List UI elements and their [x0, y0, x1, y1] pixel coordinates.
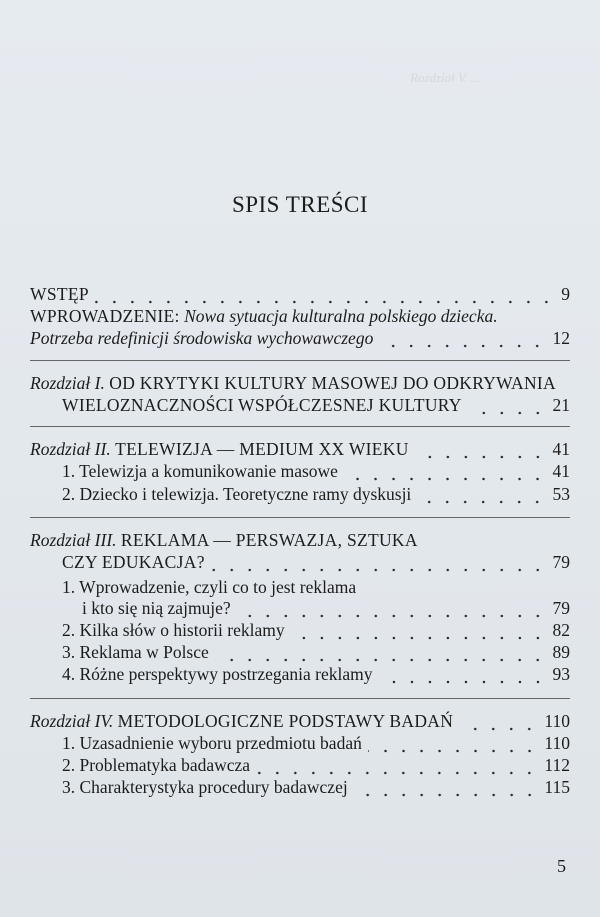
entry-page-number: 112	[544, 755, 570, 775]
toc-entry-3-4	[62, 663, 570, 685]
entry-page-number: 110	[544, 733, 570, 753]
entry-title: WSTĘP	[30, 284, 89, 304]
dot-leader	[379, 663, 547, 685]
entry-title	[30, 529, 424, 551]
entry-title: 2. Problematyka badawcza	[62, 755, 251, 775]
dot-leader	[379, 327, 546, 349]
toc-entry-3-3	[62, 641, 570, 663]
entry-title-continuation: Potrzeba redefinicji środowiska wychowawczego	[30, 328, 374, 348]
chapter-title: TELEWIZJA — MEDIUM XX WIEKU	[115, 439, 409, 459]
entry-page-number: 21	[552, 395, 570, 415]
entry-page-number: 12	[552, 328, 570, 348]
dot-leader	[95, 283, 555, 305]
section-divider	[30, 517, 570, 518]
toc-entry-chapter-2	[30, 438, 570, 460]
toc-entry-chapter-1	[30, 372, 570, 394]
dot-leader	[468, 394, 547, 416]
chapter-title: METODOLOGICZNE PODSTAWY BADAŃ	[117, 711, 454, 731]
dot-leader	[459, 710, 538, 732]
toc-entry-chapter-4	[30, 710, 570, 732]
chapter-label: Rozdział II.	[30, 439, 111, 459]
chapter-label: Rozdział IV.	[30, 711, 114, 731]
entry-page-number: 9	[561, 284, 570, 304]
entry-page-number: 82	[552, 620, 570, 640]
entry-title	[30, 372, 562, 394]
entry-page-number: 53	[552, 484, 570, 504]
table-of-contents	[30, 0, 570, 917]
entry-label: WPROWADZENIE:	[30, 306, 180, 326]
entry-title-continuation: CZY EDUKACJA?	[62, 552, 205, 572]
entry-page-number: 79	[552, 552, 570, 572]
dot-leader	[417, 483, 546, 505]
show-through-text: Rozdział V. ...	[410, 70, 481, 85]
toc-entry-2-2	[62, 483, 570, 505]
section-divider	[30, 360, 570, 361]
page-title: SPIS TREŚCI	[231, 192, 369, 217]
dot-leader	[415, 438, 547, 460]
dot-leader	[211, 551, 547, 573]
dot-leader	[291, 619, 547, 641]
dot-leader	[354, 776, 539, 798]
entry-title: 1. Telewizja a komunikowanie masowe	[62, 461, 338, 481]
toc-entry-2-1	[62, 460, 570, 482]
entry-page-number: 115	[544, 777, 570, 797]
entry-title	[30, 438, 415, 460]
section-divider	[30, 698, 570, 699]
toc-entry-4-1	[62, 732, 570, 754]
entry-page-number: 41	[552, 461, 570, 481]
entry-page-number: 89	[552, 642, 570, 662]
entry-page-number: 93	[552, 664, 570, 684]
entry-subtitle: Nowa sytuacja kulturalna polskiego dziecka.	[184, 306, 498, 326]
entry-title: 4. Różne perspektywy postrzegania reklamy	[62, 664, 373, 684]
entry-title: 3. Charakterystyka procedury badawczej	[62, 777, 348, 797]
toc-entry-chapter-1-cont	[62, 394, 570, 416]
section-divider	[30, 426, 570, 427]
entry-title: 1. Uzasadnienie wyboru przedmiotu badań	[62, 733, 362, 753]
toc-entry-chapter-3	[30, 529, 570, 551]
toc-entry-wprowadzenie-cont	[30, 327, 570, 349]
toc-entry-chapter-3-cont	[62, 551, 570, 573]
page-number: 5	[557, 856, 566, 876]
entry-title: 3. Reklama w Polsce	[62, 642, 209, 662]
toc-entry-3-1	[62, 576, 570, 598]
entry-title: 2. Kilka słów o historii reklamy	[62, 620, 285, 640]
dot-leader	[215, 641, 547, 663]
toc-entry-wprowadzenie	[30, 305, 570, 327]
dot-leader	[237, 597, 547, 619]
dot-leader	[344, 460, 547, 482]
entry-title: 2. Dziecko i telewizja. Teoretyczne ramy dyskusji	[62, 484, 412, 504]
entry-title: 1. Wprowadzenie, czyli co to jest reklama	[62, 577, 357, 597]
chapter-title: REKLAMA — PERSWAZJA, SZTUKA	[120, 530, 418, 550]
entry-title	[30, 710, 459, 732]
toc-entry-4-2	[62, 754, 570, 776]
entry-page-number: 41	[552, 439, 570, 459]
dot-leader	[256, 754, 538, 776]
chapter-label: Rozdział III.	[30, 530, 117, 550]
dot-leader	[368, 732, 539, 754]
entry-title-continuation: i kto się nią zajmuje?	[82, 598, 231, 618]
chapter-label: Rozdział I.	[30, 373, 105, 393]
entry-title	[30, 305, 504, 327]
entry-page-number: 79	[552, 598, 570, 618]
entry-title-continuation: WIELOZNACZNOŚCI WSPÓŁCZESNEJ KULTURY	[62, 395, 462, 415]
entry-page-number: 110	[544, 711, 570, 731]
toc-entry-wstep	[30, 283, 570, 305]
toc-entry-4-3	[62, 776, 570, 798]
toc-entry-3-2	[62, 619, 570, 641]
toc-entry-3-1-cont	[82, 597, 570, 619]
chapter-title: OD KRYTYKI KULTURY MASOWEJ DO ODKRYWANIA	[109, 373, 556, 393]
